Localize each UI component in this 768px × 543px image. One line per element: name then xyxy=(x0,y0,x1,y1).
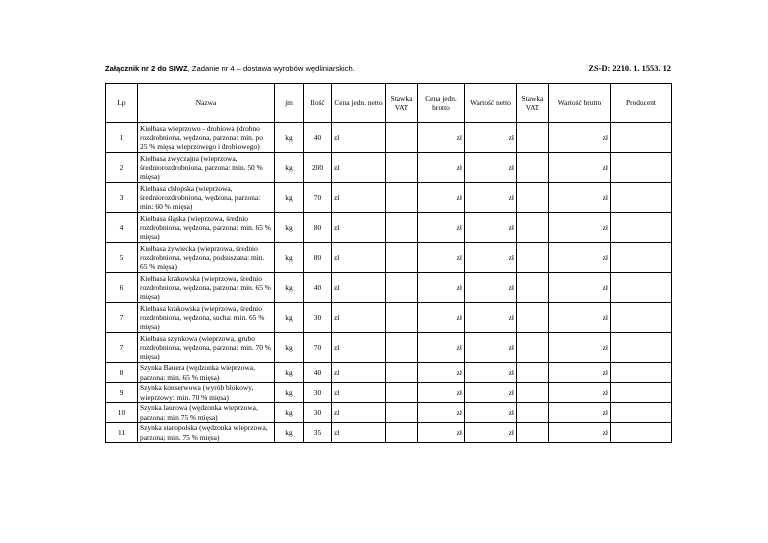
cell-ilosc: 40 xyxy=(304,363,332,383)
cell-nazwa: Kiełbasa krakowska (wieprzowa, średnio rozdrobniona, wędzona, sucha: min. 65 % mięsa) xyxy=(138,303,275,333)
table-row xyxy=(106,243,672,273)
table-row xyxy=(106,273,672,303)
cell-wartosc-brutto[interactable]: zł xyxy=(549,183,611,213)
case-reference: ZS-D: 2210. 1. 1553. 12 xyxy=(588,64,671,73)
cell-wartosc-netto[interactable]: zł xyxy=(465,303,517,333)
cell-nazwa: Kiełbasa wieprzowo - drobiowa (drobno rozdrobniona, wędzona, parzona: min. po 25 % mięsa wieprzowego i drobiowego) xyxy=(138,123,275,153)
cell-cena-brutto[interactable]: zł xyxy=(418,333,465,363)
cell-nazwa: Kiełbasa żywiecka (wieprzowa, średnio rozdrobniona, wędzona, podsuszana: min. 65 % mięsa) xyxy=(138,243,275,273)
cell-stawka-vat-2[interactable] xyxy=(517,303,549,333)
cell-cena-brutto[interactable]: zł xyxy=(418,423,465,443)
cell-cena-brutto[interactable]: zł xyxy=(418,363,465,383)
cell-cena-brutto[interactable]: zł xyxy=(418,243,465,273)
cell-cena-netto[interactable]: zł xyxy=(332,383,386,403)
cell-stawka-vat[interactable] xyxy=(386,153,418,183)
cell-stawka-vat[interactable] xyxy=(386,363,418,383)
cell-cena-netto[interactable]: zł xyxy=(332,273,386,303)
cell-jm: kg xyxy=(275,423,304,443)
col-cena-brutto: Cena jedn. brutto xyxy=(418,84,465,123)
cell-stawka-vat-2[interactable] xyxy=(517,153,549,183)
cell-jm: kg xyxy=(275,403,304,423)
table-row xyxy=(106,183,672,213)
cell-stawka-vat-2[interactable] xyxy=(517,243,549,273)
col-cena-netto: Cena jedn. netto xyxy=(332,84,386,123)
cell-lp: 4 xyxy=(106,213,138,243)
cell-nazwa: Szynka Bauera (wędzonka wieprzowa, parzona: min. 65 % mięsa) xyxy=(138,363,275,383)
cell-stawka-vat[interactable] xyxy=(386,123,418,153)
cell-wartosc-netto[interactable]: zł xyxy=(465,183,517,213)
cell-wartosc-brutto[interactable]: zł xyxy=(549,333,611,363)
cell-nazwa: Szynka konserwowa (wyrób blokowy, wieprzowy: min. 70 % mięsa) xyxy=(138,383,275,403)
table-row xyxy=(106,153,672,183)
cell-stawka-vat[interactable] xyxy=(386,423,418,443)
col-nazwa: Nazwa xyxy=(138,84,275,123)
cell-producent[interactable] xyxy=(611,363,672,383)
cell-cena-netto[interactable]: zł xyxy=(332,333,386,363)
cell-lp: 10 xyxy=(106,403,138,423)
cell-jm: kg xyxy=(275,333,304,363)
col-stawka-vat-2: Stawka VAT xyxy=(517,84,549,123)
cell-wartosc-netto[interactable]: zł xyxy=(465,213,517,243)
cell-cena-brutto[interactable]: zł xyxy=(418,303,465,333)
cell-nazwa: Kiełbasa chłopska (wieprzowa, średniorozdrobniona, wędzona, parzona: min: 60 % mięsa) xyxy=(138,183,275,213)
col-stawka-vat: Stawka VAT xyxy=(386,84,418,123)
cell-cena-netto[interactable]: zł xyxy=(332,423,386,443)
col-producent: Producent xyxy=(611,84,672,123)
attachment-title xyxy=(105,64,355,73)
cell-ilosc: 35 xyxy=(304,423,332,443)
cell-jm: kg xyxy=(275,383,304,403)
cell-ilosc: 70 xyxy=(304,183,332,213)
cell-jm: kg xyxy=(275,273,304,303)
cell-producent[interactable] xyxy=(611,183,672,213)
table-row xyxy=(106,383,672,403)
cell-jm: kg xyxy=(275,183,304,213)
cell-cena-brutto[interactable]: zł xyxy=(418,183,465,213)
cell-wartosc-brutto[interactable]: zł xyxy=(549,383,611,403)
cell-cena-netto[interactable]: zł xyxy=(332,243,386,273)
table-row xyxy=(106,213,672,243)
cell-wartosc-brutto[interactable]: zł xyxy=(549,363,611,383)
cell-cena-netto[interactable]: zł xyxy=(332,183,386,213)
cell-stawka-vat-2[interactable] xyxy=(517,383,549,403)
cell-stawka-vat-2[interactable] xyxy=(517,423,549,443)
cell-wartosc-brutto[interactable]: zł xyxy=(549,303,611,333)
document-header xyxy=(105,64,671,76)
cell-lp: 2 xyxy=(106,153,138,183)
cell-stawka-vat[interactable] xyxy=(386,213,418,243)
cell-producent[interactable] xyxy=(611,243,672,273)
cell-cena-brutto[interactable]: zł xyxy=(418,123,465,153)
table-header-row xyxy=(106,84,672,123)
cell-ilosc: 80 xyxy=(304,243,332,273)
cell-nazwa: Kiełbasa krakowska (wieprzowa, średnio rozdrobniona, wędzona, parzona: min. 65 % mięsa) xyxy=(138,273,275,303)
cell-ilosc: 40 xyxy=(304,123,332,153)
col-ilosc: Ilość xyxy=(304,84,332,123)
cell-stawka-vat-2[interactable] xyxy=(517,403,549,423)
cell-jm: kg xyxy=(275,153,304,183)
cell-stawka-vat[interactable] xyxy=(386,403,418,423)
cell-cena-netto[interactable]: zł xyxy=(332,403,386,423)
cell-lp: 9 xyxy=(106,383,138,403)
attachment-number: Załącznik nr 2 do SIWZ xyxy=(105,64,188,73)
cell-lp: 1 xyxy=(106,123,138,153)
cell-wartosc-netto[interactable]: zł xyxy=(465,273,517,303)
col-wartosc-brutto: Wartość brutto xyxy=(549,84,611,123)
cell-producent[interactable] xyxy=(611,153,672,183)
cell-jm: kg xyxy=(275,363,304,383)
cell-stawka-vat[interactable] xyxy=(386,273,418,303)
cell-cena-brutto[interactable]: zł xyxy=(418,273,465,303)
cell-ilosc: 70 xyxy=(304,333,332,363)
cell-nazwa: Szynka laurowa (wędzonka wieprzowa, parzona: min 75 % mięsa) xyxy=(138,403,275,423)
col-wartosc-netto: Wartość netto xyxy=(465,84,517,123)
cell-nazwa: Szynka staropolska (wędzonka wieprzowa, parzona; min. 75 % mięsa) xyxy=(138,423,275,443)
cell-cena-netto[interactable]: zł xyxy=(332,303,386,333)
table-row xyxy=(106,303,672,333)
cell-lp: 11 xyxy=(106,423,138,443)
cell-wartosc-brutto[interactable]: zł xyxy=(549,403,611,423)
cell-stawka-vat[interactable] xyxy=(386,303,418,333)
cell-wartosc-netto[interactable]: zł xyxy=(465,403,517,423)
cell-wartosc-brutto[interactable]: zł xyxy=(549,243,611,273)
cell-stawka-vat-2[interactable] xyxy=(517,273,549,303)
cell-cena-netto[interactable]: zł xyxy=(332,213,386,243)
cell-stawka-vat[interactable] xyxy=(386,243,418,273)
cell-cena-netto[interactable]: zł xyxy=(332,123,386,153)
cell-cena-netto[interactable]: zł xyxy=(332,363,386,383)
cell-lp: 8 xyxy=(106,363,138,383)
cell-nazwa: Kiełbasa zwyczajna (wieprzowa, średniorozdrobniona, parzona: min. 50 % mięsa) xyxy=(138,153,275,183)
cell-wartosc-brutto[interactable]: zł xyxy=(549,153,611,183)
cell-cena-brutto[interactable]: zł xyxy=(418,213,465,243)
cell-wartosc-brutto[interactable]: zł xyxy=(549,213,611,243)
cell-lp: 6 xyxy=(106,273,138,303)
cell-jm: kg xyxy=(275,123,304,153)
cell-ilosc: 40 xyxy=(304,273,332,303)
cell-cena-brutto[interactable]: zł xyxy=(418,383,465,403)
cell-ilosc: 30 xyxy=(304,303,332,333)
cell-producent[interactable] xyxy=(611,383,672,403)
cell-wartosc-netto[interactable]: zł xyxy=(465,333,517,363)
cell-stawka-vat-2[interactable] xyxy=(517,123,549,153)
cell-stawka-vat-2[interactable] xyxy=(517,363,549,383)
col-lp: Lp xyxy=(106,84,138,123)
cell-wartosc-netto[interactable]: zł xyxy=(465,363,517,383)
cell-wartosc-netto[interactable]: zł xyxy=(465,243,517,273)
cell-ilosc: 80 xyxy=(304,213,332,243)
cell-ilosc: 30 xyxy=(304,383,332,403)
cell-nazwa: Kiełbasa śląska (wieprzowa, średnio rozdrobniona, wędzona, parzona: min. 65 % mięsa) xyxy=(138,213,275,243)
cell-wartosc-netto[interactable]: zł xyxy=(465,423,517,443)
cell-producent[interactable] xyxy=(611,273,672,303)
cell-wartosc-netto[interactable]: zł xyxy=(465,123,517,153)
cell-ilosc: 200 xyxy=(304,153,332,183)
cell-cena-brutto[interactable]: zł xyxy=(418,153,465,183)
cell-wartosc-brutto[interactable]: zł xyxy=(549,273,611,303)
cell-producent[interactable] xyxy=(611,403,672,423)
cell-wartosc-netto[interactable]: zł xyxy=(465,383,517,403)
table-row xyxy=(106,363,672,383)
cell-cena-netto[interactable]: zł xyxy=(332,153,386,183)
cell-jm: kg xyxy=(275,243,304,273)
cell-producent[interactable] xyxy=(611,303,672,333)
cell-nazwa: Kiełbasa szynkowa (wieprzowa, grubo rozdrobniona, wędzona, parzona: min. 70 % mięsa) xyxy=(138,333,275,363)
cell-lp: 5 xyxy=(106,243,138,273)
table-row xyxy=(106,423,672,443)
pricing-table xyxy=(105,83,672,443)
table-row xyxy=(106,123,672,153)
cell-lp: 7 xyxy=(106,333,138,363)
cell-stawka-vat-2[interactable] xyxy=(517,183,549,213)
cell-stawka-vat-2[interactable] xyxy=(517,333,549,363)
cell-producent[interactable] xyxy=(611,333,672,363)
cell-wartosc-netto[interactable]: zł xyxy=(465,153,517,183)
cell-producent[interactable] xyxy=(611,123,672,153)
table-row xyxy=(106,403,672,423)
cell-stawka-vat[interactable] xyxy=(386,183,418,213)
cell-ilosc: 30 xyxy=(304,403,332,423)
cell-jm: kg xyxy=(275,213,304,243)
cell-wartosc-brutto[interactable]: zł xyxy=(549,423,611,443)
col-jm: jm xyxy=(275,84,304,123)
cell-cena-brutto[interactable]: zł xyxy=(418,403,465,423)
cell-stawka-vat[interactable] xyxy=(386,333,418,363)
cell-stawka-vat-2[interactable] xyxy=(517,213,549,243)
table-row xyxy=(106,333,672,363)
attachment-subject: , Zadanie nr 4 – dostawa wyrobów wędliniarskich. xyxy=(187,64,355,73)
cell-stawka-vat[interactable] xyxy=(386,383,418,403)
cell-producent[interactable] xyxy=(611,423,672,443)
cell-producent[interactable] xyxy=(611,213,672,243)
cell-lp: 7 xyxy=(106,303,138,333)
cell-jm: kg xyxy=(275,303,304,333)
cell-wartosc-brutto[interactable]: zł xyxy=(549,123,611,153)
cell-lp: 3 xyxy=(106,183,138,213)
